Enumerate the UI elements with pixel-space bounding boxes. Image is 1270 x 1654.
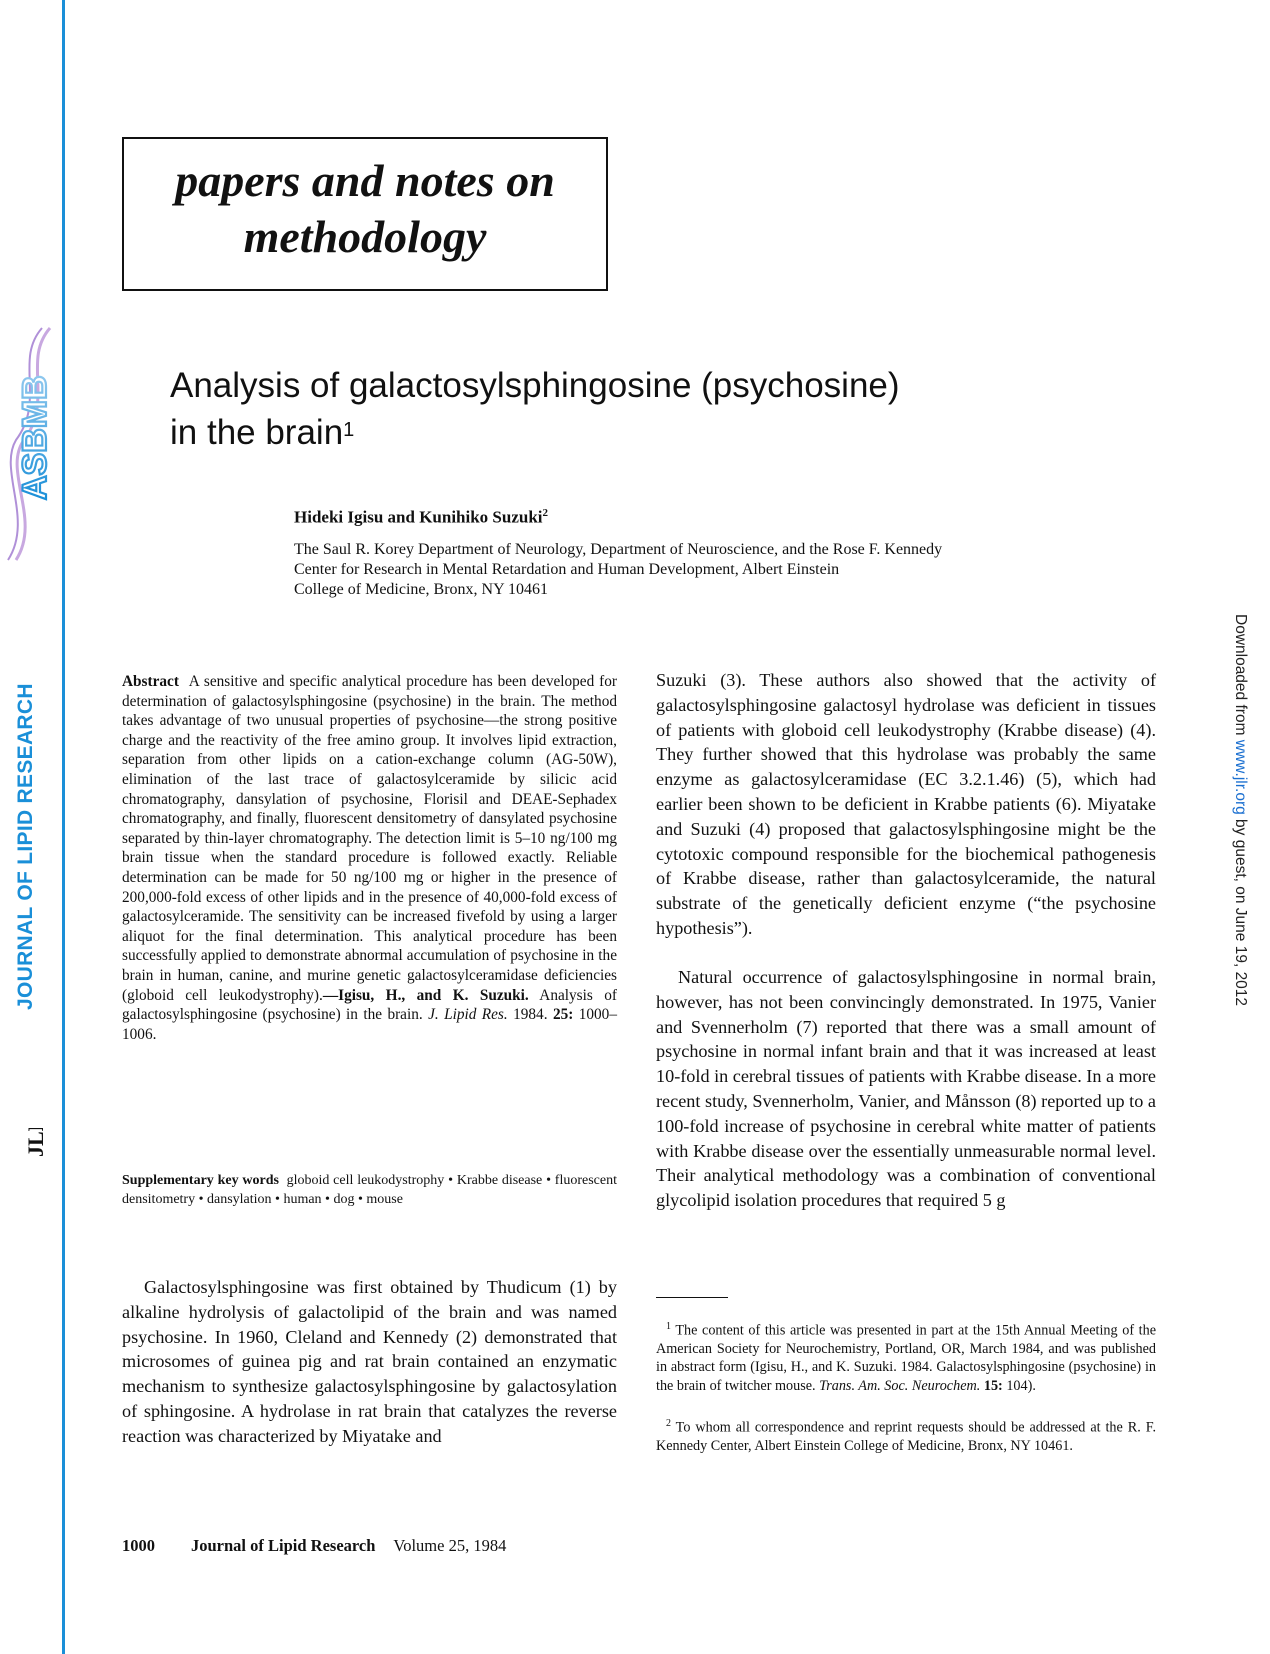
affiliation-line-1: The Saul R. Korey Department of Neurology, Department of Neuroscience, and the Rose F. Kennedy: [294, 541, 943, 558]
body-paragraph-left: Galactosylsphingosine was first obtained by Thudicum (1) by alkaline hydrolysis of galactolipid of the brain and was named psychosine. In 1960, Cleland and Kennedy (2) demonstrated that microsomes of guinea pig and rat brain contained an enzymatic mechanism to synthesize galactosylsphingosine by galactosylation of sphingosine. A hydrolase in rat brain that catalyzes the reverse reaction was characterized by Miyatake and: [122, 1277, 617, 1446]
keywords: [122, 1172, 617, 1209]
footnote-2: [656, 1415, 1156, 1455]
abstract-cite-pages: 1000–1006.: [122, 1006, 617, 1043]
footnote-1-journal: Trans. Am. Soc. Neurochem.: [819, 1377, 981, 1394]
affiliation: [294, 540, 1154, 600]
banner-line-1: papers and notes on: [175, 155, 555, 206]
journal-vertical-label: JOURNAL OF LIPID RESEARCH: [14, 683, 37, 1010]
jlr-site-link[interactable]: www.jlr.org: [1232, 739, 1249, 815]
jlr-logo-icon: [16, 1128, 46, 1163]
abstract-cite-journal: J. Lipid Res.: [428, 1006, 508, 1024]
affiliation-line-3: College of Medicine, Bronx, NY 10461: [294, 581, 549, 598]
footnote-1-volume: 15:: [980, 1377, 1003, 1394]
body-paragraph-right-2: Natural occurrence of galactosylsphingosine in normal brain, however, has not been convincingly demonstrated. In 1975, Vanier and Svennerholm (7) reported that there was a small amount of psychosine in normal infant brain and that it was increased at least 10-fold in cerebral tissues of patients with Krabbe disease. In a more recent study, Svennerholm, Vanier, and Månsson (8) reported up to a 100-fold increase of psychosine in cerebral white matter of patients with Krabbe disease over the essentially unmeasurable normal level. Their analytical methodology was a combination of conventional glycolipid isolation procedures that required 5 g: [656, 967, 1156, 1211]
svg-text:JLR: JLR: [23, 1128, 46, 1157]
keywords-text: globoid cell leukodystrophy • Krabbe disease • fluorescent densitometry • dansylation • human • dog • mouse: [122, 1173, 617, 1207]
footnote-divider: [656, 1297, 728, 1298]
body-paragraph-right-1: Suzuki (3). These authors also showed that the activity of galactosylsphingosine galactosyl hydrolase was deficient in tissues of patients with globoid cell leukodystrophy (Krabbe disease) (4). They further showed that this hydrolase was probably the same enzyme as galactosylceramidase (EC 3.2.1.46) (5), which had earlier been shown to be deficient in Krabbe patients (6). Miyatake and Suzuki (4) proposed that galactosylsphingosine might be the cytotoxic compound responsible for the biochemical pathogenesis of Krabbe disease, rather than galactosylceramide, the natural substrate of the genetically deficient enzyme (“the psychosine hypothesis”).: [656, 670, 1156, 938]
download-prefix: Downloaded from: [1232, 614, 1249, 740]
page-number: 1000: [122, 1536, 155, 1555]
left-margin-rule: [62, 0, 65, 1654]
author-names: Hideki Igisu and Kunihiko Suzuki: [294, 507, 543, 527]
banner-line-2: methodology: [243, 211, 487, 262]
footer-volume: Volume 25, 1984: [393, 1536, 507, 1555]
svg-text:ASBMB: ASBMB: [16, 375, 54, 500]
footnote-1-end: 104).: [1002, 1377, 1036, 1394]
footnote-1-text: The content of this article was presented in part at the 15th Annual Meeting of the American Society for Neurochemistry, Portland, OR, March 1984, and was published in abstract form (Igisu, H., and K. Suzuki. 1984. Galactosylsphingosine (psychosine) in the brain of twitcher mouse.: [656, 1322, 1156, 1394]
title-line-1: Analysis of galactosylsphingosine (psychosine): [170, 366, 900, 405]
title-footnote-mark: 1: [343, 419, 355, 441]
abstract-cite-authors: —Igisu, H., and K. Suzuki.: [322, 986, 529, 1004]
asbmb-logo: [2, 320, 60, 570]
download-notice: [1231, 614, 1249, 1006]
author-footnote-mark: 2: [542, 507, 549, 519]
title-line-2: in the brain: [170, 413, 344, 452]
section-banner: [122, 137, 608, 291]
footer-journal: Journal of Lipid Research: [191, 1536, 376, 1555]
download-suffix: by guest, on June 19, 2012: [1232, 814, 1249, 1007]
abstract-cite-year: 1984.: [507, 1006, 553, 1024]
page-footer: [122, 1536, 506, 1556]
keywords-lead: Supplementary key words: [122, 1173, 279, 1188]
abstract: [122, 672, 617, 1044]
abstract-text: A sensitive and specific analytical procedure has been developed for determination of galactosylsphingosine (psychosine) in the brain. The method takes advantage of two unusual properties of psychosine—the strong positive charge and the reactivity of the free amino group. It involves lipid extraction, separation from other lipids on a cation-exchange column (AG-50W), elimination of the last trace of galactosylceramide by silicic acid chromatography, dansylation of psychosine, Florisil and DEAE-Sephadex chromatography, and finally, fluorescent densitometry of dansylated psychosine separated by thin-layer chromatography. The detection limit is 5–10 ng/100 mg brain tissue when the standard procedure is followed exactly. Reliable determination can be made for 50 ng/100 mg or higher in the presence of 200,000-fold excess of other lipids and in the presence of 40,000-fold excess of galactosylceramide. The sensitivity can be increased fivefold by using a larger aliquot for the final determination. This analytical procedure has been successfully applied to demonstrate abnormal accumulation of psychosine in the brain in human, canine, and murine genetic galactosylceramidase deficiencies (globoid cell leukodystrophy).: [122, 673, 617, 1004]
abstract-cite-volume: 25:: [552, 1006, 574, 1024]
affiliation-line-2: Center for Research in Mental Retardation and Human Development, Albert Einstein: [294, 561, 840, 578]
authors: [294, 507, 548, 528]
footnote-1: [656, 1318, 1156, 1395]
footnote-1-mark: 1: [666, 1321, 671, 1332]
article-title: [170, 362, 1070, 456]
footnote-2-text: To whom all correspondence and reprint requests should be addressed at the R. F. Kennedy Center, Albert Einstein College of Medicine, Bronx, NY 10461.: [656, 1419, 1156, 1455]
footnote-2-mark: 2: [666, 1418, 671, 1429]
abstract-lead: Abstract: [122, 673, 179, 690]
abstract-cite-title: Analysis of galactosylsphingosine (psychosine) in the brain.: [122, 986, 617, 1024]
